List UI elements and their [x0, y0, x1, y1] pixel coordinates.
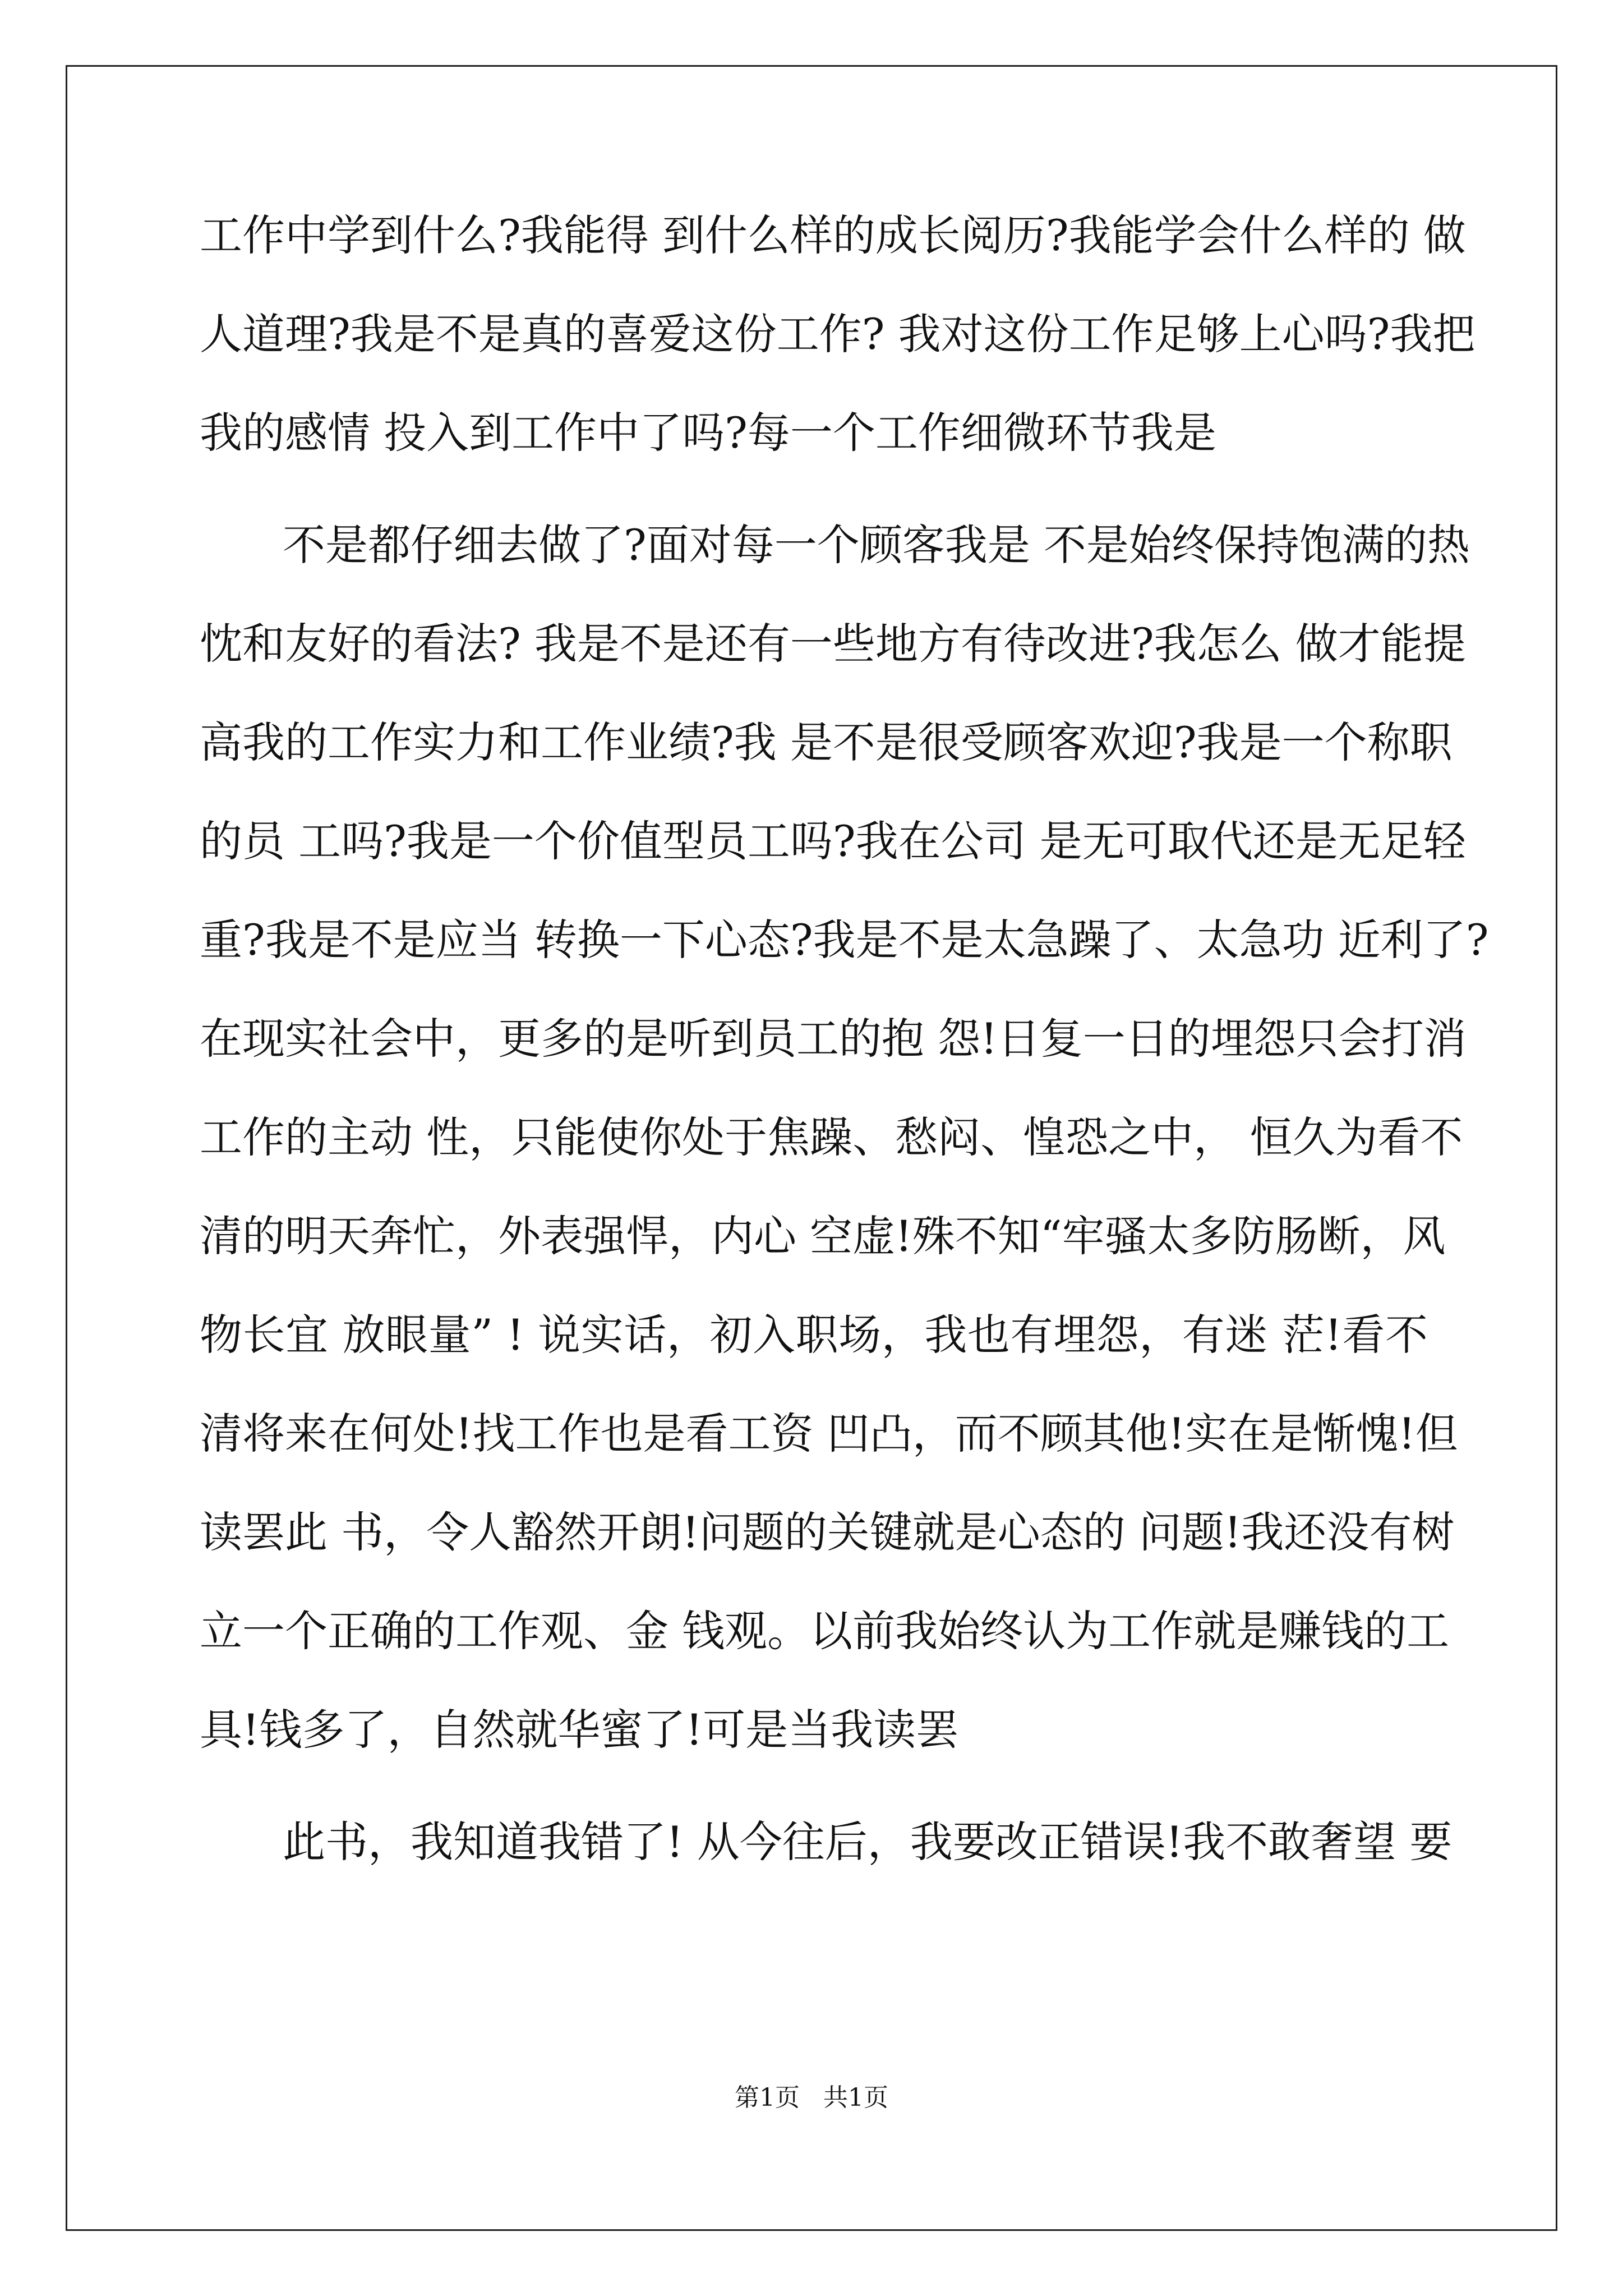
text-line-content: 不是都仔细去做了?面对每一个顾客我是 不是始终保持饱满的热	[283, 520, 1470, 570]
text-line-content: 忱和友好的看法? 我是不是还有一些地方有待改进?我怎么 做才能提	[200, 619, 1466, 669]
text-line-content: 工作的主动 性，只能使你处于焦躁、愁闷、惶恐之中， 恒久为看不	[200, 1112, 1463, 1162]
text-line	[200, 301, 1476, 368]
text-line-content: 清将来在何处!找工作也是看工资 凹凸，而不顾其他!实在是惭愧!但	[200, 1409, 1458, 1458]
text-line-content: 工作中学到什么?我能得 到什么样的成长阅历?我能学会什么样的 做	[200, 210, 1466, 260]
page-footer	[0, 2081, 1623, 2115]
text-line-content: 我的感情 投入到工作中了吗?每一个工作细微环节我是	[200, 408, 1216, 458]
text-line	[200, 1301, 1428, 1369]
text-line	[200, 1598, 1450, 1665]
page-number-label: 第1页 共1页	[735, 2083, 888, 2112]
text-line-content: 立一个正确的工作观、金 钱观。以前我始终认为工作就是赚钱的工	[200, 1606, 1450, 1656]
text-line-content: 高我的工作实力和工作业绩?我 是不是很受顾客欢迎?我是一个称职	[200, 717, 1453, 767]
paragraph-first-line	[283, 1809, 1453, 1876]
text-line-content: 读罢此 书，令人豁然开朗!问题的关键就是心态的 问题!我还没有树	[200, 1507, 1455, 1557]
paragraph-first-line	[283, 512, 1470, 579]
text-line	[200, 808, 1466, 875]
text-line-content: 具!钱多了，自然就华蜜了!可是当我读罢	[200, 1705, 959, 1755]
text-line	[200, 399, 1216, 467]
text-line	[200, 610, 1466, 678]
text-line	[200, 1203, 1446, 1270]
text-line	[200, 1400, 1458, 1467]
text-line-content: 物长宜 放眼量” ! 说实话，初入职场，我也有埋怨，有迷 茫!看不	[200, 1310, 1428, 1360]
text-line	[200, 709, 1453, 776]
text-line	[200, 202, 1466, 269]
text-line	[200, 1005, 1467, 1073]
text-line	[200, 1696, 958, 1764]
text-line-content: 重?我是不是应当 转换一下心态?我是不是太急躁了、太急功 近利了?	[200, 915, 1489, 965]
text-line-content: 在现实社会中，更多的是听到员工的抱 怨!日复一日的埋怨只会打消	[200, 1014, 1467, 1064]
text-line-content: 的员 工吗?我是一个价值型员工吗?我在公司 是无可取代还是无足轻	[200, 816, 1466, 866]
text-line-content: 清的明天奔忙，外表强悍，内心 空虚!殊不知“牢骚太多防肠断，风	[200, 1211, 1446, 1261]
text-line	[200, 1499, 1455, 1566]
text-line	[200, 907, 1489, 974]
text-line-content: 人道理?我是不是真的喜爱这份工作? 我对这份工作足够上心吗?我把	[200, 309, 1476, 359]
text-line	[200, 1104, 1463, 1171]
text-line-content: 此书，我知道我错了! 从今往后，我要改正错误!我不敢奢望 要	[283, 1817, 1453, 1867]
